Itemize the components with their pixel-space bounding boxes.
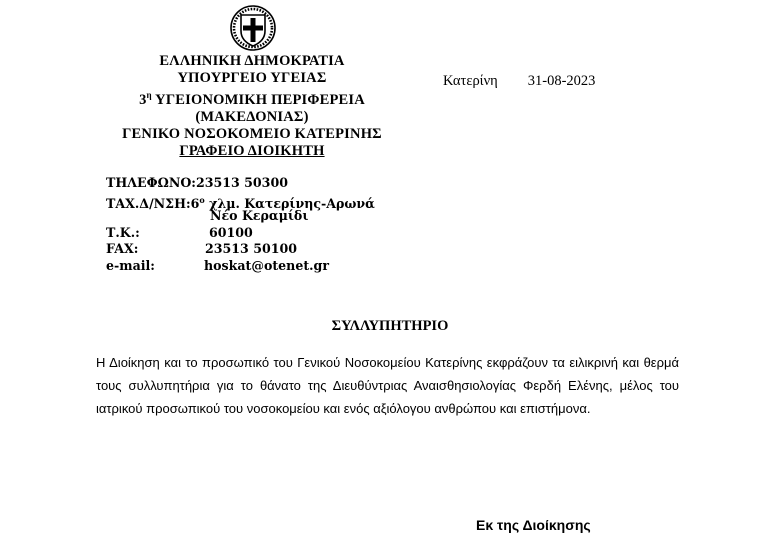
header-line-hospital: ΓΕΝΙΚΟ ΝΟΣΟΚΟΜΕΙΟ ΚΑΤΕΡΙΝΗΣ <box>122 125 382 142</box>
date: 31-08-2023 <box>527 73 596 89</box>
phone-value: 23513 50300 <box>195 175 288 190</box>
address-value: $6^o$ χλμ. Κατερίνης-Αρωνά <box>190 194 375 211</box>
header-line-macedonia: (ΜΑΚΕΔΟΝΙΑΣ) <box>195 108 309 125</box>
issuer-header <box>60 53 444 160</box>
header-line-region: $3^\eta$ ΥΓΕΙΟΝΟΜΙΚΗ ΠΕΡΙΦΕΡΕΙΑ <box>139 90 365 108</box>
signature: Εκ της Διοίκησης <box>476 517 591 533</box>
greek-state-emblem-icon <box>229 4 277 52</box>
place: Κατερίνη <box>443 73 498 89</box>
header-line-office: ΓΡΑΦΕΙΟ ΔΙΟΙΚΗΤΗ <box>179 142 325 159</box>
document-title: ΣΥΛΛΥΠΗΤΗΡΙΟ <box>331 318 449 334</box>
email-value: hoskat@otenet.gr <box>204 257 329 273</box>
header-line-republic: ΕΛΛΗΝΙΚΗ ΔΗΜΟΚΡΑΤΙΑ <box>159 53 345 69</box>
phone-label: ΤΗΛΕΦΩΝΟ:23513 50300 <box>106 175 288 190</box>
condolence-body: Η Διοίκηση και το προσωπικό του Γενικού Νοσοκομείου Κατερίνης εκφράζουν τα ειλικρινή και θερμά τους συλλυπητήρια για το θάνατο της Διευθύντριας Αναισθησιολογίας Φερδή Ελένης, μέλος του ιατρικού προσωπικού του νοσοκομείου και ενός αξιόλογου ανθρώπου και επιστήμονα. <box>96 355 679 416</box>
email-label: e-mail: <box>106 257 155 273</box>
tk-value: 60100 <box>209 224 253 240</box>
header-line-ministry: ΥΠΟΥΡΓΕΙΟ ΥΓΕΙΑΣ <box>177 70 327 86</box>
address-line-2: Νέο Κεραμίδι <box>210 208 309 223</box>
address-label: $TAX.\Delta/N\Sigma H:6^o$ χλμ. Κατερίνης-Αρωνά <box>106 194 375 211</box>
fax-label: FAX: <box>106 241 139 256</box>
fax-value: 23513 50100 <box>205 241 298 256</box>
place-date <box>443 73 595 90</box>
tk-label: Τ.Κ.: <box>106 224 140 240</box>
